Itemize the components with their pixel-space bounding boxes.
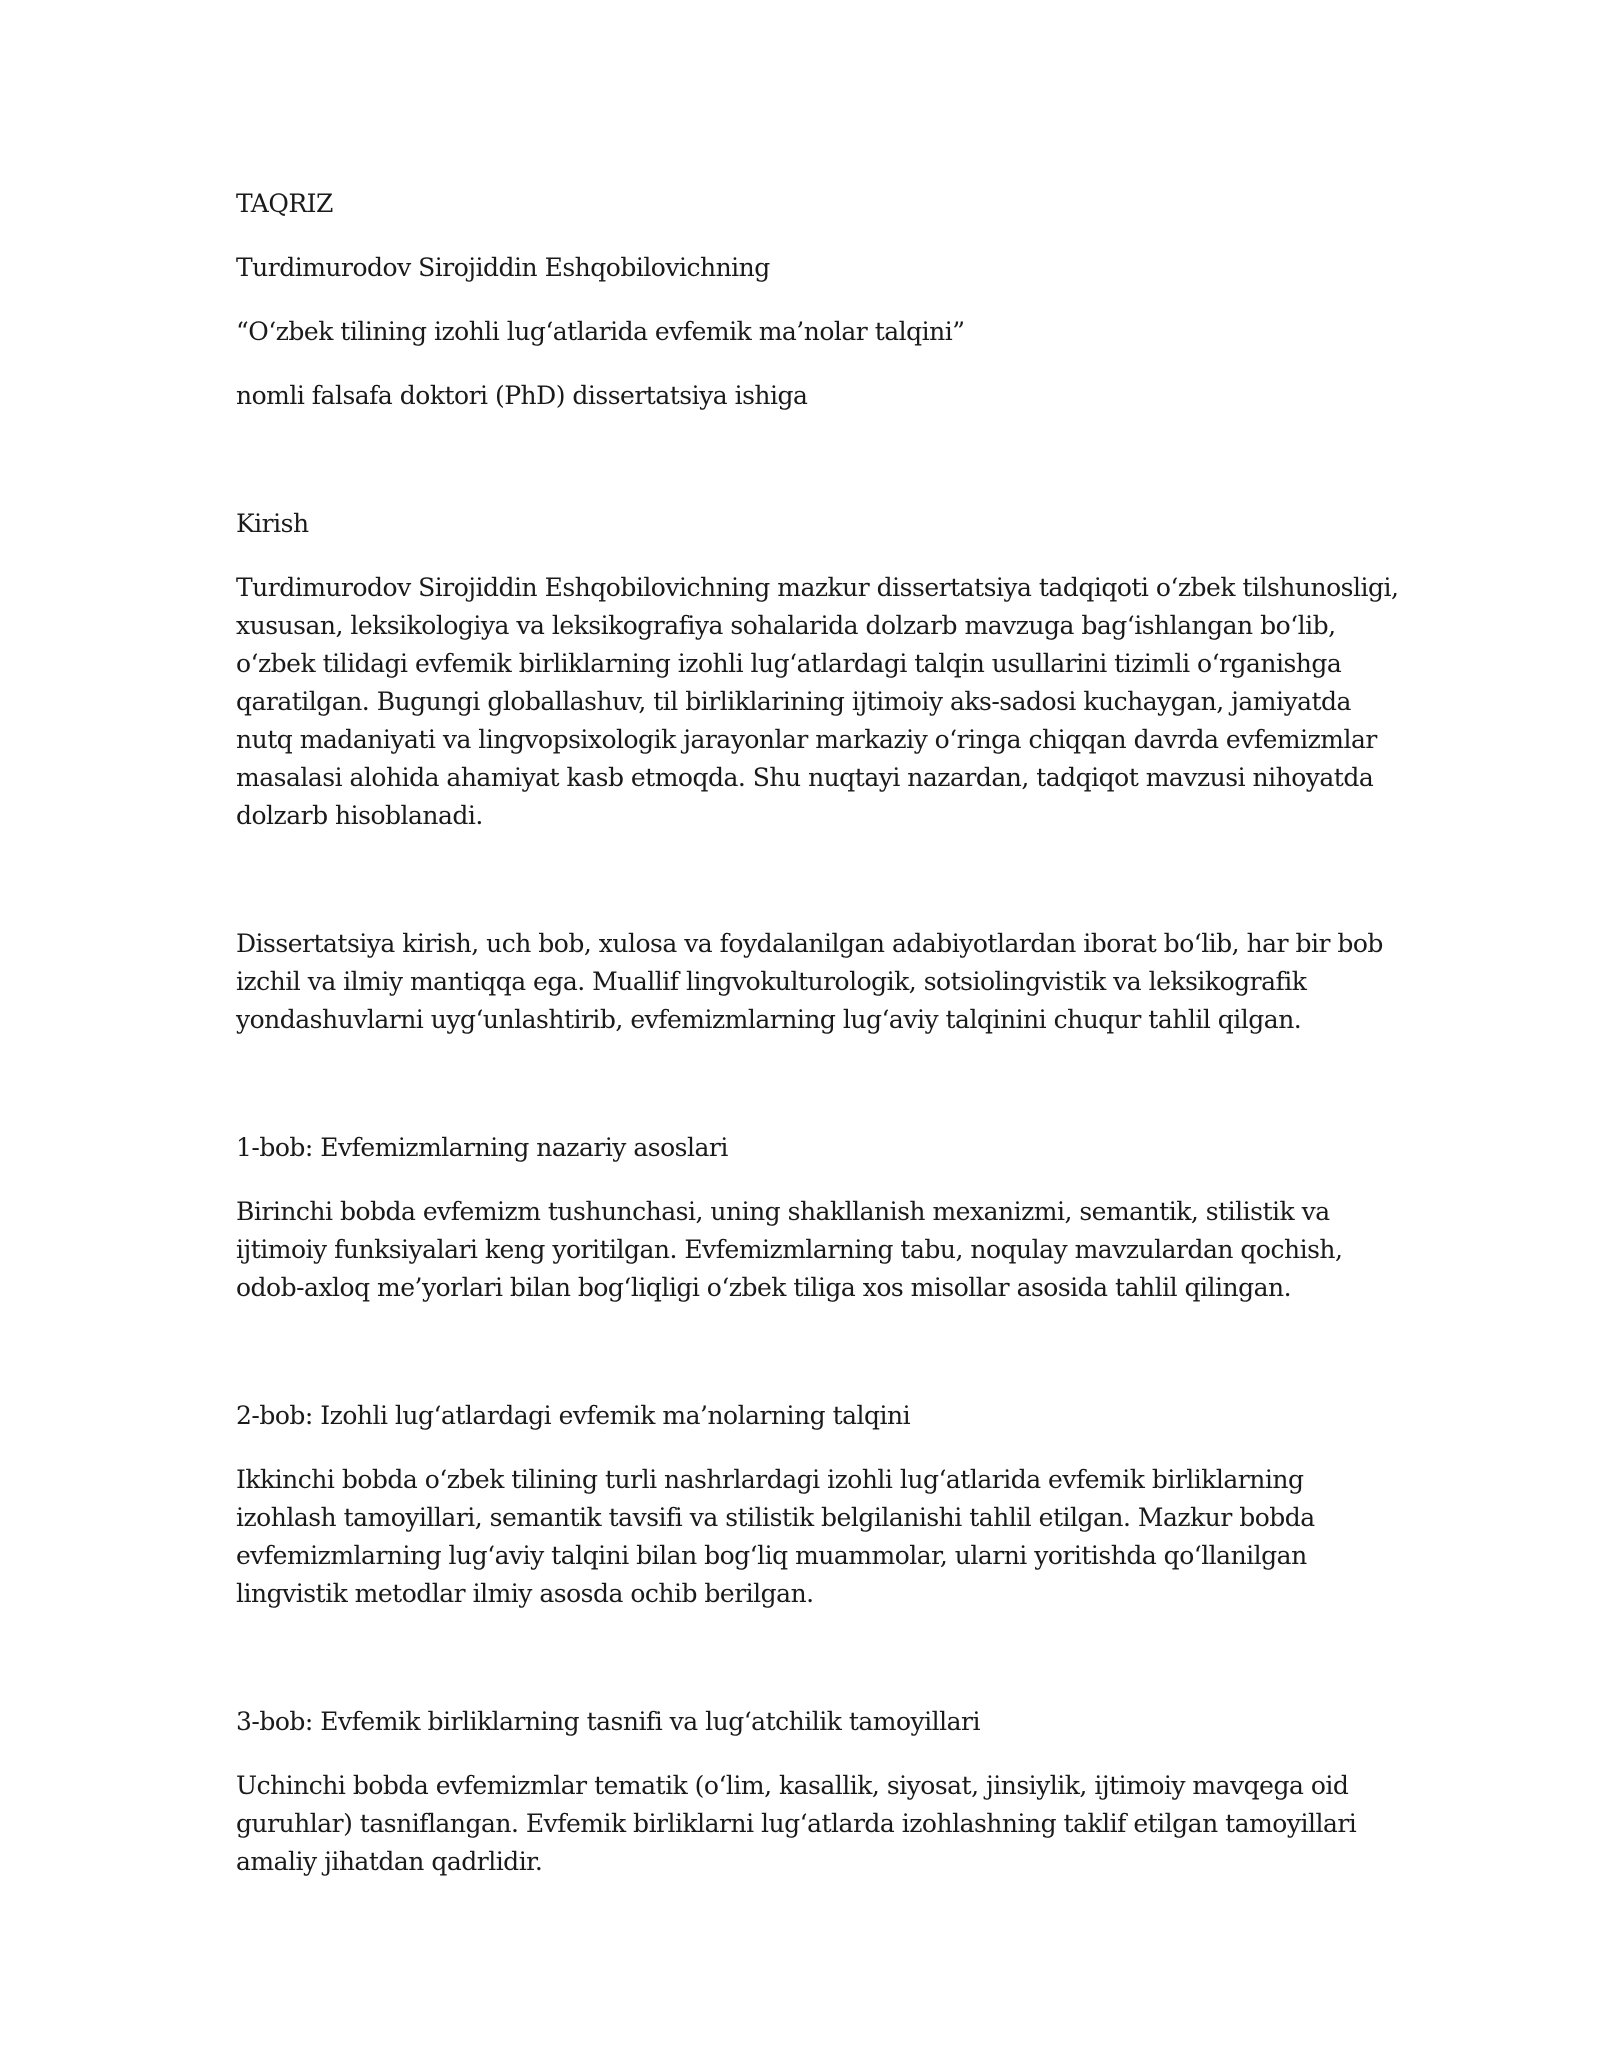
paragraph-line: Turdimurodov Sirojiddin Eshqobilovichning mazkur dissertatsiya tadqiqoti o‘zbek tilshunosligi, <box>236 573 1399 602</box>
paragraph-line: lingvistik metodlar ilmiy asosda ochib berilgan. <box>236 1579 814 1608</box>
author-line: Turdimurodov Sirojiddin Eshqobilovichning <box>236 253 770 282</box>
paragraph-line: masalasi alohida ahamiyat kasb etmoqda. Shu nuqtayi nazardan, tadqiqot mavzusi nihoyatda <box>236 763 1374 792</box>
paragraph-line: Uchinchi bobda evfemizmlar tematik (o‘lim, kasallik, siyosat, jinsiylik, ijtimoiy mavqega oid <box>236 1771 1349 1800</box>
paragraph-line: odob-axloq me’yorlari bilan bog‘liqligi o‘zbek tiliga xos misollar asosida tahlil qilingan. <box>236 1273 1292 1302</box>
work-title: “O‘zbek tilining izohli lug‘atlarida evfemik ma’nolar talqini” <box>236 317 965 346</box>
paragraph-line: o‘zbek tilidagi evfemik birliklarning izohli lug‘atlardagi talqin usullarini tizimli o‘rganishga <box>236 649 1342 678</box>
chapter3-heading: 3-bob: Evfemik birliklarning tasnifi va lug‘atchilik tamoyillari <box>236 1707 980 1736</box>
paragraph-line: Dissertatsiya kirish, uch bob, xulosa va foydalanilgan adabiyotlardan iborat bo‘lib, har bir bob <box>236 929 1383 958</box>
intro-heading: Kirish <box>236 509 309 538</box>
paragraph-line: izchil va ilmiy mantiqqa ega. Muallif lingvokulturologik, sotsiolingvistik va leksikografik <box>236 967 1307 996</box>
paragraph-line: yondashuvlarni uyg‘unlashtirib, evfemizmlarning lug‘aviy talqinini chuqur tahlil qilgan. <box>236 1005 1302 1034</box>
paragraph-line: Ikkinchi bobda o‘zbek tilining turli nashrlardagi izohli lug‘atlarida evfemik birliklarning <box>236 1465 1304 1494</box>
paragraph-line: ijtimoiy funksiyalari keng yoritilgan. Evfemizmlarning tabu, noqulay mavzulardan qochish, <box>236 1235 1343 1264</box>
work-type: nomli falsafa doktori (PhD) dissertatsiya ishiga <box>236 381 808 410</box>
document-title: TAQRIZ <box>236 189 333 218</box>
chapter1-heading: 1-bob: Evfemizmlarning nazariy asoslari <box>236 1133 728 1162</box>
paragraph-line: xususan, leksikologiya va leksikografiya sohalarida dolzarb mavzuga bag‘ishlangan bo‘lib, <box>236 611 1336 640</box>
paragraph-line: Birinchi bobda evfemizm tushunchasi, uning shakllanish mexanizmi, semantik, stilistik va <box>236 1197 1330 1226</box>
structure-paragraph <box>236 925 1416 1039</box>
chapter2-heading: 2-bob: Izohli lug‘atlardagi evfemik ma’nolarning talqini <box>236 1401 911 1430</box>
chapter1-paragraph <box>236 1193 1416 1307</box>
chapter3-paragraph <box>236 1767 1416 1881</box>
paragraph-line: evfemizmlarning lug‘aviy talqini bilan bog‘liq muammolar, ularni yoritishda qo‘llanilgan <box>236 1541 1307 1570</box>
paragraph-line: nutq madaniyati va lingvopsixologik jarayonlar markaziy o‘ringa chiqqan davrda evfemizmlar <box>236 725 1377 754</box>
paragraph-line: guruhlar) tasniflangan. Evfemik birliklarni lug‘atlarda izohlashning taklif etilgan tamoyillari <box>236 1809 1357 1838</box>
chapter2-paragraph <box>236 1461 1416 1613</box>
paragraph-line: qaratilgan. Bugungi globallashuv, til birliklarining ijtimoiy aks-sadosi kuchaygan, jamiyatda <box>236 687 1351 716</box>
paragraph-line: amaliy jihatdan qadrlidir. <box>236 1847 543 1876</box>
paragraph-line: dolzarb hisoblanadi. <box>236 801 483 830</box>
intro-paragraph <box>236 569 1416 835</box>
paragraph-line: izohlash tamoyillari, semantik tavsifi va stilistik belgilanishi tahlil etilgan. Mazkur bobda <box>236 1503 1315 1532</box>
